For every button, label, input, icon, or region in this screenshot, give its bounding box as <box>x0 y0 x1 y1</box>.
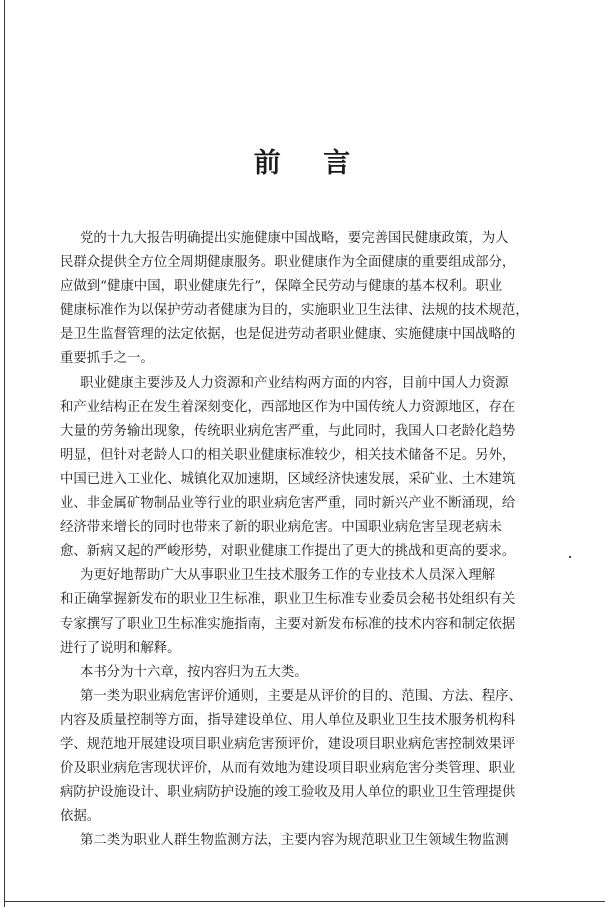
page-bottom-border <box>4 901 605 902</box>
text-line: 经济带来增长的同时也带来了新的职业病危害。中国职业病危害呈现老病未 <box>60 520 502 536</box>
text-line: 第二类为职业人群生物监测方法，主要内容为规范职业卫生领域生物监测 <box>80 833 509 849</box>
text-line: 重要抓手之一。 <box>60 351 154 367</box>
text-line: 专家撰写了职业卫生标准实施指南，主要对新发布标准的技术内容和制定依据 <box>60 616 516 632</box>
page-left-border <box>4 0 5 907</box>
text-line: 病防护设施设计、职业病防护设施的竣工验收及用人单位的职业卫生管理提供 <box>60 785 516 801</box>
preface-body <box>60 227 550 853</box>
text-line: 大量的劳务输出现象，传统职业病危害严重，与此同时，我国人口老龄化趋势 <box>60 423 516 439</box>
text-line: 是卫生监督管理的法定依据，也是促进劳动者职业健康、实施健康中国战略的 <box>60 327 516 343</box>
text-line: 本书分为十六章，按内容归为五大类。 <box>80 664 308 680</box>
text-line: 和产业结构正在发生着深刻变化，西部地区作为中国传统人力资源地区，存在 <box>60 399 516 415</box>
text-line: 健康标准作为以保护劳动者健康为目的，实施职业卫生法律、法规的技术规范， <box>60 303 529 319</box>
text-line: 学、规范地开展建设项目职业病危害预评价，建设项目职业病危害控制效果评 <box>60 736 516 752</box>
page-title: 前 言 <box>253 148 352 179</box>
text-line: 为更好地帮助广大从事职业卫生技术服务工作的专业技术人员深入理解 <box>80 568 496 584</box>
text-line: 内容及质量控制等方面，指导建设单位、用人单位及职业卫生技术服务机构科 <box>60 712 516 728</box>
scan-speck <box>569 556 571 558</box>
text-line: 愈、新病又起的严峻形势，对职业健康工作提出了更大的挑战和更高的要求。 <box>60 544 516 560</box>
text-line: 党的十九大报告明确提出实施健康中国战略，要完善国民健康政策，为人 <box>80 231 509 246</box>
text-line: 依据。 <box>60 809 101 825</box>
text-line: 中国已进入工业化、城镇化双加速期，区域经济快速发展，采矿业、土木建筑 <box>60 471 516 487</box>
text-line: 第一类为职业病危害评价通则，主要是从评价的目的、范围、方法、程序、 <box>80 688 522 704</box>
text-line: 应做到“健康中国，职业健康先行”，保障全民劳动与健康的基本权利。职业 <box>60 279 503 295</box>
text-line: 业、非金属矿物制品业等行业的职业病危害严重，同时新兴产业不断涌现，给 <box>60 496 516 512</box>
text-line: 价及职业病危害现状评价，从而有效地为建设项目职业病危害分类管理、职业 <box>60 761 516 777</box>
text-line: 明显，但针对老龄人口的相关职业健康标准较少，相关技术储备不足。另外， <box>60 447 516 463</box>
text-line: 进行了说明和解释。 <box>60 640 181 656</box>
text-line: 职业健康主要涉及人力资源和产业结构两方面的内容，目前中国人力资源 <box>80 375 509 391</box>
text-line: 民群众提供全方位全周期健康服务。职业健康作为全面健康的重要组成部分， <box>60 255 516 271</box>
text-line: 和正确掌握新发布的职业卫生标准，职业卫生标准专业委员会秘书处组织有关 <box>60 592 516 608</box>
